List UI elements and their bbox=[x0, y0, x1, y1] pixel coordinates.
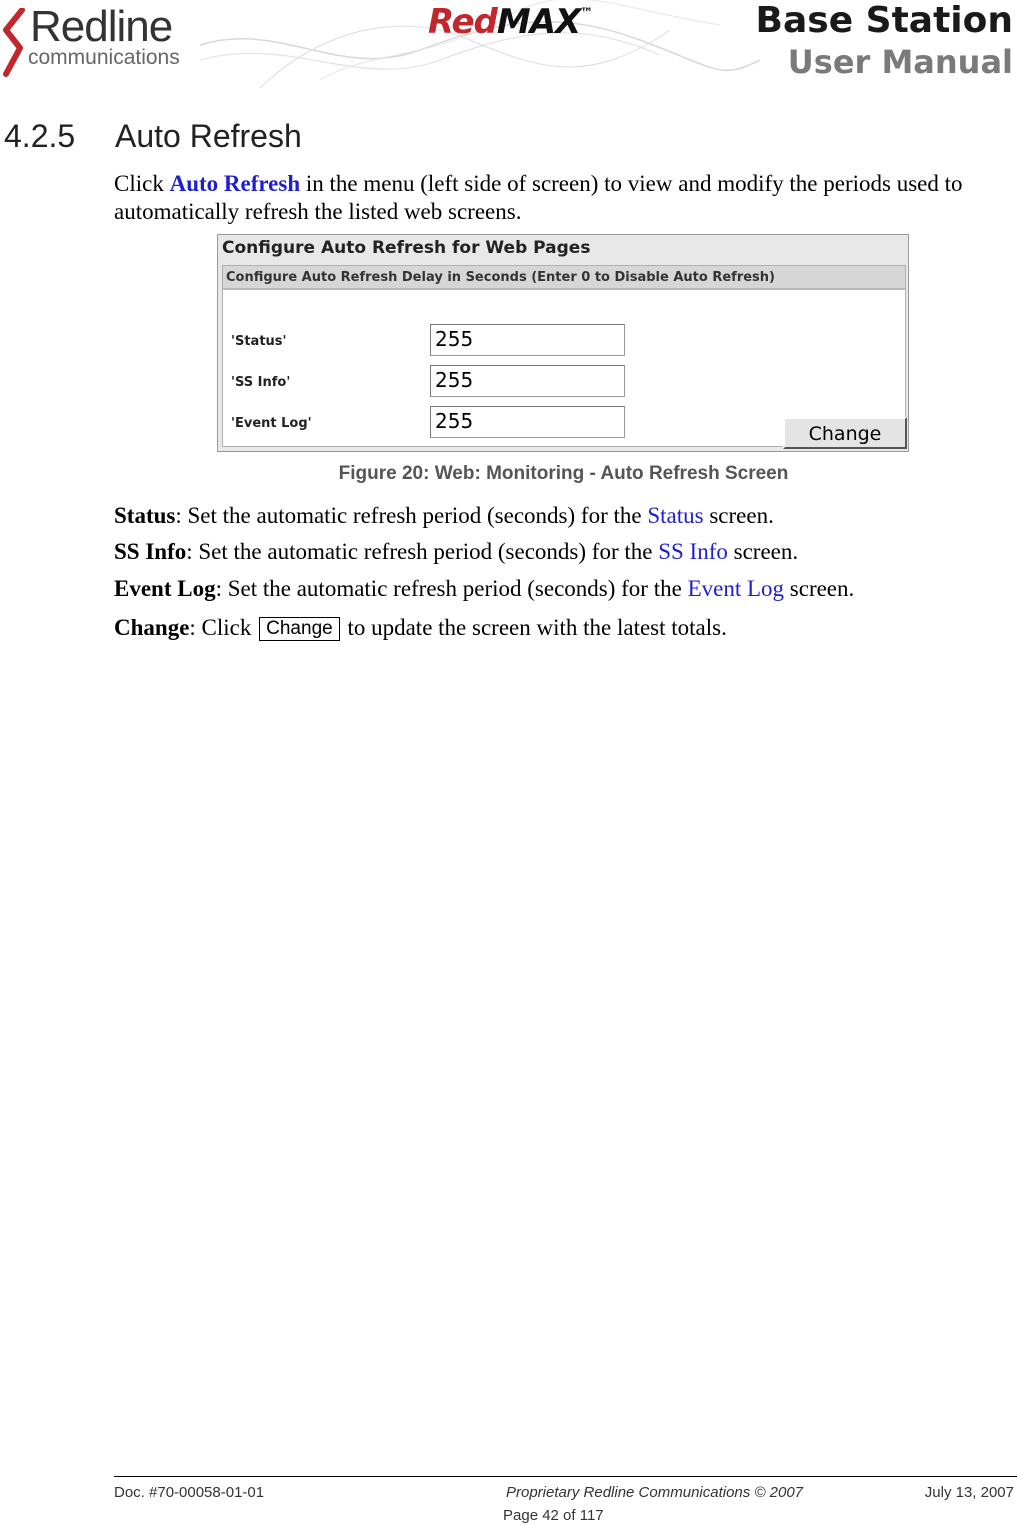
change-text: : Click bbox=[189, 615, 258, 640]
manual-title bbox=[756, 0, 1013, 82]
logo-subtitle: communications bbox=[28, 46, 180, 69]
figure-window-title: Configure Auto Refresh for Web Pages bbox=[222, 238, 591, 258]
ssinfo-refresh-input[interactable]: 255 bbox=[430, 365, 625, 397]
section-heading bbox=[4, 118, 302, 155]
redline-logo bbox=[0, 4, 210, 76]
change-end: to update the screen with the latest totals. bbox=[341, 615, 727, 640]
status-link[interactable]: Status bbox=[647, 503, 704, 528]
product-name bbox=[428, 2, 592, 42]
ssinfo-end: screen. bbox=[727, 539, 799, 564]
page-header bbox=[0, 0, 1017, 90]
ssinfo-row-label: 'SS Info' bbox=[231, 375, 291, 390]
eventlog-term: Event Log bbox=[114, 576, 216, 601]
section-number: 4.2.5 bbox=[4, 118, 76, 154]
ssinfo-term: SS Info bbox=[114, 539, 187, 564]
change-description bbox=[114, 614, 1014, 642]
manual-title-line1: Base Station bbox=[755, 0, 1013, 41]
footer-copyright: Proprietary Redline Communications © 2007 bbox=[506, 1484, 804, 1501]
figure-caption: Figure 20: Web: Monitoring - Auto Refresh Screen bbox=[338, 463, 789, 484]
change-button[interactable]: Change bbox=[783, 417, 907, 449]
eventlog-row-label: 'Event Log' bbox=[231, 416, 312, 431]
manual-title-line2: User Manual bbox=[787, 43, 1013, 81]
footer-divider bbox=[114, 1476, 1017, 1477]
status-text: : Set the automatic refresh period (seconds) for the bbox=[175, 503, 648, 528]
ssinfo-text: : Set the automatic refresh period (seconds) for the bbox=[186, 539, 659, 564]
product-name-red: Red bbox=[428, 2, 497, 42]
status-term: Status bbox=[114, 503, 176, 528]
section-title: Auto Refresh bbox=[115, 118, 302, 154]
logo-name: Redline bbox=[30, 2, 173, 51]
intro-after: in the menu (left side of screen) to view and modify the periods used to automatically refresh the listed web screens. bbox=[114, 171, 963, 224]
status-row-label: 'Status' bbox=[231, 334, 287, 349]
ssinfo-description bbox=[114, 538, 1014, 566]
eventlog-refresh-input[interactable]: 255 bbox=[430, 406, 625, 438]
status-end: screen. bbox=[703, 503, 774, 528]
footer-page-number: Page 42 of 117 bbox=[503, 1507, 604, 1524]
eventlog-link[interactable]: Event Log bbox=[687, 576, 785, 601]
inline-change-button: Change bbox=[259, 617, 340, 641]
eventlog-text: : Set the automatic refresh period (seconds) for the bbox=[215, 576, 688, 601]
status-description bbox=[114, 502, 1014, 530]
eventlog-description bbox=[114, 575, 1014, 603]
auto-refresh-screenshot bbox=[217, 234, 909, 452]
figure-panel bbox=[222, 265, 906, 447]
auto-refresh-link[interactable]: Auto Refresh bbox=[169, 171, 301, 196]
figure-panel-header: Configure Auto Refresh Delay in Seconds (Enter 0 to Disable Auto Refresh) bbox=[223, 266, 905, 290]
intro-paragraph bbox=[114, 170, 1014, 226]
footer-doc-number: Doc. #70-00058-01-01 bbox=[114, 1484, 265, 1501]
trademark-symbol: ™ bbox=[580, 6, 593, 21]
ssinfo-link[interactable]: SS Info bbox=[658, 539, 728, 564]
eventlog-end: screen. bbox=[784, 576, 855, 601]
change-term: Change bbox=[114, 615, 190, 640]
status-refresh-input[interactable]: 255 bbox=[430, 324, 625, 356]
intro-before: Click bbox=[114, 171, 170, 196]
product-name-black: MAX bbox=[496, 2, 581, 42]
footer-date: July 13, 2007 bbox=[924, 1484, 1014, 1501]
